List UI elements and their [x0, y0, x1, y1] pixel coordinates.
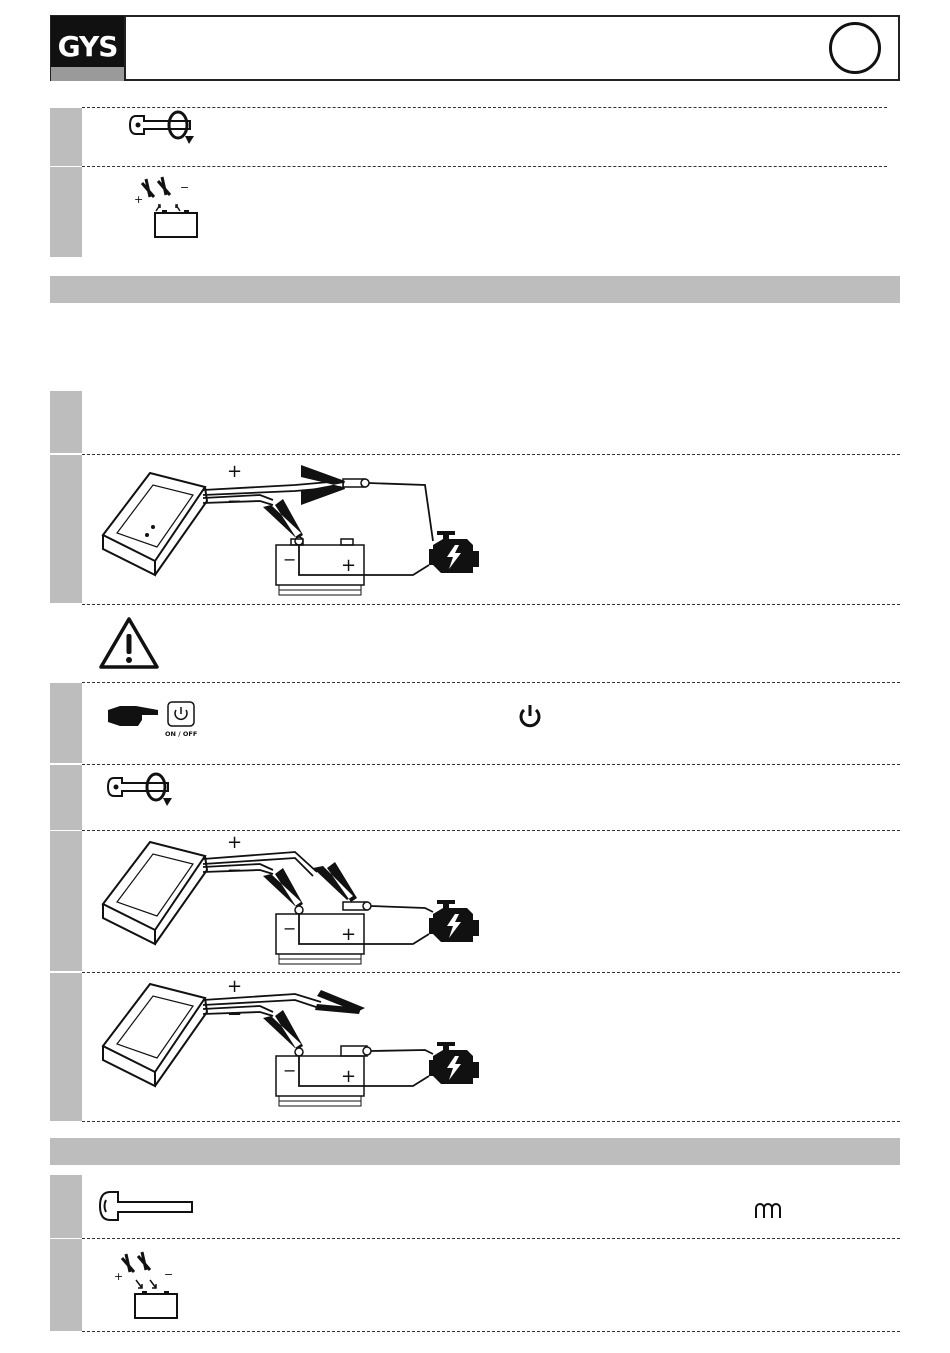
booster-connection-diagram-3 [95, 974, 495, 1119]
divider [82, 107, 887, 108]
booster-device [103, 473, 207, 575]
negative-clamp [263, 868, 303, 914]
minus-label: − [283, 550, 297, 569]
booster-device [103, 984, 207, 1086]
booster-connection-diagram-1 [95, 455, 495, 605]
battery [276, 914, 364, 964]
step-tab [50, 391, 82, 453]
warning-icon [98, 616, 160, 670]
booster-device [103, 842, 207, 944]
divider [82, 830, 900, 831]
plus-label: + [341, 924, 357, 945]
key-turn-icon [108, 772, 188, 812]
engine-icon [429, 1042, 479, 1084]
disconnect-clamps-icon [132, 175, 202, 243]
negative-clamp [263, 499, 303, 545]
minus-label: − [227, 491, 243, 512]
minus-label: − [180, 181, 190, 194]
positive-clamp-detached [315, 990, 365, 1014]
step-tab [50, 167, 82, 257]
logo-text: GYS [57, 30, 118, 63]
minus-label: − [227, 1004, 243, 1025]
power-symbol-icon [518, 703, 542, 729]
step-tab [50, 108, 82, 166]
minus-label: − [164, 1268, 174, 1281]
preheat-coil-icon [752, 1198, 788, 1222]
step-tab [50, 765, 82, 830]
step-tab [50, 973, 82, 1121]
divider [82, 604, 900, 605]
divider [82, 972, 900, 973]
section-bar [50, 1138, 900, 1165]
divider [82, 1121, 900, 1122]
minus-label: − [283, 919, 297, 938]
divider [82, 764, 900, 765]
engine-icon [429, 900, 479, 942]
plus-label: + [134, 193, 144, 206]
step-tab [50, 1175, 82, 1238]
plus-label: + [341, 555, 357, 576]
press-power-button-icon [106, 700, 201, 740]
step-tab [50, 683, 82, 763]
minus-label: − [283, 1061, 297, 1080]
divider [82, 1238, 900, 1239]
positive-clamp [301, 465, 369, 505]
logo-bar [51, 67, 124, 81]
section-bar [50, 276, 900, 303]
connect-clamps-icon [112, 1250, 184, 1324]
battery [276, 1046, 371, 1106]
positive-clamp [313, 862, 371, 910]
header-frame [50, 15, 900, 81]
plus-label: + [227, 832, 243, 853]
plus-label: + [227, 976, 243, 997]
plus-label: + [227, 461, 243, 482]
step-tab [50, 455, 82, 603]
plus-label: + [341, 1066, 357, 1087]
gys-logo [51, 16, 124, 81]
engine-icon [429, 531, 479, 573]
battery [276, 539, 364, 595]
language-circle [829, 22, 881, 74]
booster-connection-diagram-2 [95, 832, 495, 972]
divider [82, 166, 887, 167]
negative-clamp [263, 1010, 303, 1056]
plus-label: + [114, 1270, 124, 1283]
key-icon [100, 1190, 195, 1224]
key-turn-icon [130, 110, 210, 150]
divider [82, 682, 900, 683]
minus-label: − [227, 860, 243, 881]
step-tab [50, 831, 82, 971]
step-tab [50, 1239, 82, 1331]
on-off-label: ON / OFF [165, 730, 198, 738]
header-separator [124, 16, 126, 80]
divider [82, 1331, 900, 1332]
